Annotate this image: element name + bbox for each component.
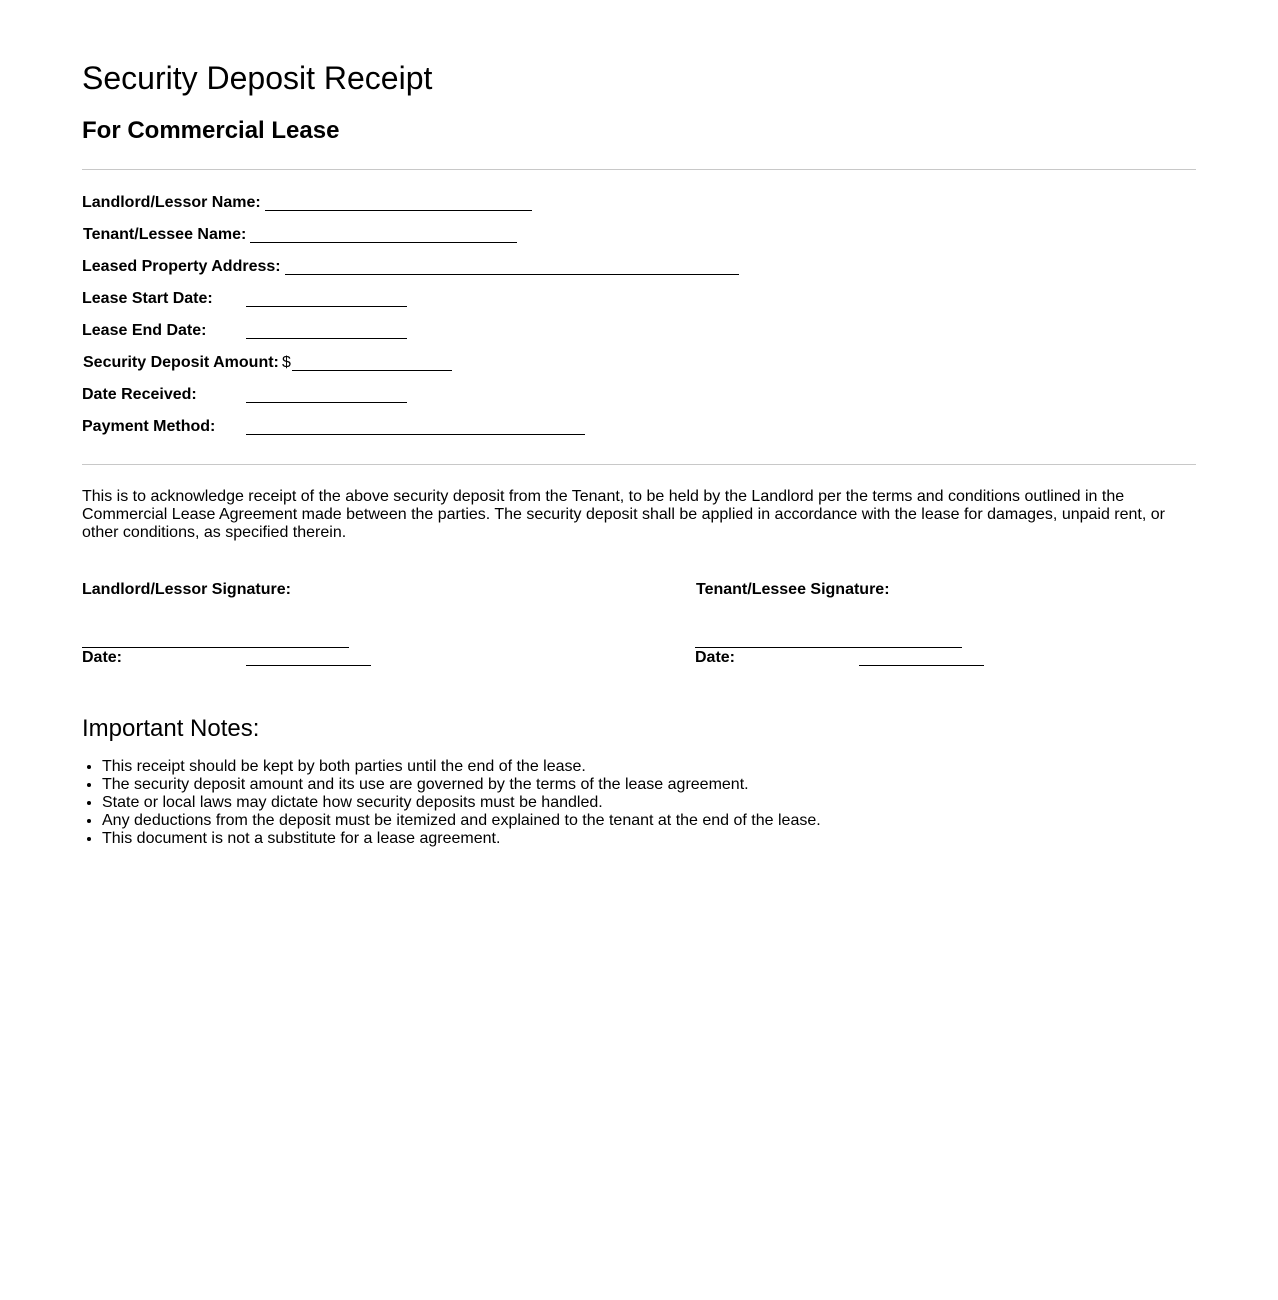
lease-end-label: Lease End Date: [82,322,207,339]
notes-heading: Important Notes: [82,715,260,742]
deposit-amount-line[interactable] [292,370,452,371]
tenant-date-line[interactable] [859,665,984,666]
acknowledgement-text: This is to acknowledge receipt of the above security deposit from the Tenant, to be held by the Landlord per the terms and conditions outlined in the Commercial Lease Agreement made between the parties. The security deposit shall be applied in accordance with the lease for damages, unpaid rent, or other conditions, as specified therein. [82,488,1165,541]
landlord-date-label: Date: [82,649,123,666]
page-subtitle: For Commercial Lease [82,117,340,144]
payment-method-label: Payment Method: [82,418,216,435]
notes-list [82,758,821,848]
note-item: • State or local laws may dictate how security deposits must be handled. [102,794,821,812]
lease-end-line[interactable] [246,338,407,339]
landlord-signature-label: Landlord/Lessor Signature: [82,581,291,598]
note-item: • This receipt should be kept by both parties until the end of the lease. [102,758,821,776]
tenant-signature-line[interactable] [695,647,962,648]
deposit-amount-label: Security Deposit Amount: [83,354,279,371]
lease-start-label: Lease Start Date: [82,290,213,307]
date-received-line[interactable] [246,402,407,403]
top-divider [82,169,1196,170]
landlord-date-line[interactable] [246,665,371,666]
lease-start-line[interactable] [246,306,407,307]
tenant-name-label: Tenant/Lessee Name: [83,226,247,243]
note-item: • The security deposit amount and its use are governed by the terms of the lease agreement. [102,776,821,794]
tenant-name-line[interactable] [250,242,517,243]
currency-symbol: $ [282,354,291,371]
date-received-label: Date Received: [82,386,197,403]
note-item: • This document is not a substitute for a lease agreement. [102,830,821,848]
landlord-name-line[interactable] [265,210,532,211]
landlord-name-label: Landlord/Lessor Name: [82,194,261,211]
landlord-signature-line[interactable] [82,647,349,648]
page-title: Security Deposit Receipt [82,60,433,96]
middle-divider [82,464,1196,465]
note-item: • Any deductions from the deposit must be itemized and explained to the tenant at the end of the lease. [102,812,821,830]
payment-method-line[interactable] [246,434,585,435]
tenant-date-label: Date: [695,649,736,666]
tenant-signature-label: Tenant/Lessee Signature: [696,581,890,598]
property-address-line[interactable] [285,274,739,275]
property-address-label: Leased Property Address: [82,258,281,275]
